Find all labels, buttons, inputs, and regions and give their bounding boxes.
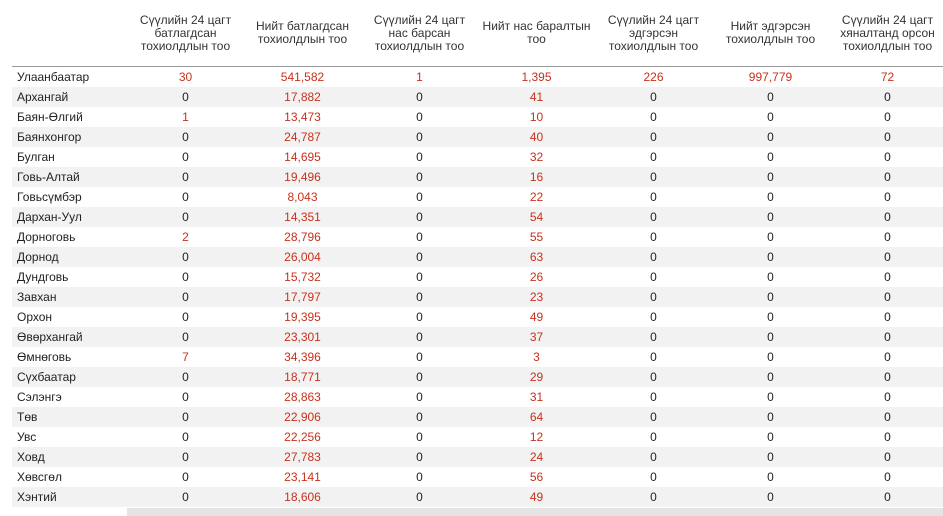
value-cell: 27,783 bbox=[244, 447, 361, 467]
value-cell: 55 bbox=[529, 230, 544, 244]
value-cell: 0 bbox=[127, 367, 244, 387]
value-cell: 0 bbox=[595, 487, 712, 507]
value-cell: 3 bbox=[533, 350, 540, 364]
value-cell: 0 bbox=[884, 270, 891, 284]
value-cell: 0 bbox=[767, 190, 774, 204]
value-cell: 24,787 bbox=[244, 127, 361, 147]
value-cell: 0 bbox=[416, 310, 423, 324]
value-cell: 0 bbox=[829, 287, 943, 307]
value-cell: 56 bbox=[529, 470, 544, 484]
covid-stats-table bbox=[12, 0, 943, 507]
value-cell: 17,797 bbox=[244, 287, 361, 307]
table-row bbox=[12, 407, 943, 427]
value-cell: 32 bbox=[529, 150, 544, 164]
value-cell: 0 bbox=[416, 110, 423, 124]
value-cell: 0 bbox=[712, 407, 829, 427]
value-cell: 64 bbox=[478, 407, 595, 427]
value-cell: 0 bbox=[767, 430, 774, 444]
value-cell: 31 bbox=[529, 390, 544, 404]
region-name-cell: Ховд bbox=[12, 447, 127, 467]
table-row bbox=[12, 327, 943, 347]
value-cell: 0 bbox=[884, 310, 891, 324]
value-cell: 0 bbox=[650, 310, 657, 324]
value-cell: 28,796 bbox=[284, 230, 321, 244]
value-cell: 0 bbox=[650, 430, 657, 444]
table-header-row bbox=[12, 0, 943, 67]
value-cell: 0 bbox=[767, 350, 774, 364]
region-name-cell: Булган bbox=[17, 150, 55, 164]
value-cell: 0 bbox=[884, 190, 891, 204]
value-cell: 0 bbox=[127, 487, 244, 507]
value-cell: 0 bbox=[361, 207, 478, 227]
table-row bbox=[12, 287, 943, 307]
value-cell: 226 bbox=[643, 70, 664, 84]
header-region bbox=[12, 0, 127, 67]
value-cell: 0 bbox=[595, 207, 712, 227]
value-cell: 0 bbox=[127, 207, 244, 227]
table-row bbox=[12, 307, 943, 327]
value-cell: 16 bbox=[478, 167, 595, 187]
region-name-cell: Говь-Алтай bbox=[12, 167, 127, 187]
region-name-cell: Өмнөговь bbox=[17, 350, 72, 364]
value-cell: 0 bbox=[416, 270, 423, 284]
value-cell: 18,771 bbox=[244, 367, 361, 387]
value-cell: 7 bbox=[182, 350, 189, 364]
table-row bbox=[12, 387, 943, 407]
table-row bbox=[12, 467, 943, 487]
value-cell: 0 bbox=[182, 390, 189, 404]
value-cell: 0 bbox=[829, 207, 943, 227]
region-name-cell: Баянхонгор bbox=[12, 127, 127, 147]
value-cell: 0 bbox=[767, 390, 774, 404]
table-row bbox=[12, 87, 943, 107]
value-cell: 997,779 bbox=[748, 70, 793, 84]
value-cell: 14,695 bbox=[284, 150, 321, 164]
value-cell: 2 bbox=[182, 230, 189, 244]
value-cell: 10 bbox=[529, 110, 544, 124]
value-cell: 0 bbox=[650, 390, 657, 404]
value-cell: 0 bbox=[712, 127, 829, 147]
value-cell: 0 bbox=[884, 430, 891, 444]
value-cell: 0 bbox=[829, 407, 943, 427]
value-cell: 1 bbox=[182, 110, 189, 124]
value-cell: 0 bbox=[712, 287, 829, 307]
value-cell: 0 bbox=[767, 470, 774, 484]
value-cell: 0 bbox=[767, 230, 774, 244]
value-cell: 0 bbox=[767, 310, 774, 324]
value-cell: 0 bbox=[712, 167, 829, 187]
value-cell: 0 bbox=[712, 207, 829, 227]
value-cell: 0 bbox=[127, 447, 244, 467]
value-cell: 0 bbox=[712, 367, 829, 387]
value-cell: 0 bbox=[127, 87, 244, 107]
value-cell: 0 bbox=[884, 230, 891, 244]
value-cell: 24 bbox=[478, 447, 595, 467]
value-cell: 0 bbox=[361, 87, 478, 107]
value-cell: 28,863 bbox=[284, 390, 321, 404]
region-name-cell: Дорнод bbox=[12, 247, 127, 267]
value-cell: 0 bbox=[182, 430, 189, 444]
value-cell: 0 bbox=[595, 407, 712, 427]
value-cell: 0 bbox=[361, 167, 478, 187]
table-row bbox=[12, 267, 943, 287]
value-cell: 13,473 bbox=[284, 110, 321, 124]
value-cell: 0 bbox=[416, 430, 423, 444]
value-cell: 0 bbox=[127, 127, 244, 147]
value-cell: 0 bbox=[829, 327, 943, 347]
value-cell: 0 bbox=[182, 270, 189, 284]
value-cell: 30 bbox=[178, 70, 193, 84]
value-cell: 0 bbox=[595, 167, 712, 187]
value-cell: 1 bbox=[416, 70, 423, 84]
value-cell: 0 bbox=[416, 190, 423, 204]
header-total-confirmed[interactable]: Нийт батлагдсан тохиолдлын тоо bbox=[244, 0, 361, 67]
value-cell: 22,256 bbox=[284, 430, 321, 444]
value-cell: 0 bbox=[829, 367, 943, 387]
value-cell: 0 bbox=[712, 487, 829, 507]
table-row bbox=[12, 367, 943, 387]
region-name-cell: Сүхбаатар bbox=[12, 367, 127, 387]
region-name-cell: Увс bbox=[17, 430, 37, 444]
value-cell: 0 bbox=[829, 127, 943, 147]
value-cell: 0 bbox=[361, 447, 478, 467]
region-name-cell: Баян-Өлгий bbox=[17, 110, 83, 124]
value-cell: 0 bbox=[127, 247, 244, 267]
value-cell: 0 bbox=[182, 190, 189, 204]
value-cell: 54 bbox=[478, 207, 595, 227]
value-cell: 0 bbox=[416, 390, 423, 404]
value-cell: 0 bbox=[884, 390, 891, 404]
header-total-recovered[interactable]: Нийт эдгэрсэн тохиолдлын тоо bbox=[712, 0, 829, 67]
value-cell: 0 bbox=[884, 470, 891, 484]
table-row bbox=[12, 427, 943, 447]
value-cell: 0 bbox=[182, 470, 189, 484]
value-cell: 0 bbox=[416, 150, 423, 164]
value-cell: 1,395 bbox=[521, 70, 552, 84]
value-cell: 0 bbox=[712, 447, 829, 467]
region-name-cell: Архангай bbox=[12, 87, 127, 107]
value-cell: 37 bbox=[478, 327, 595, 347]
value-cell: 0 bbox=[416, 230, 423, 244]
value-cell: 23,141 bbox=[284, 470, 321, 484]
header-daily-deaths[interactable]: Сүүлийн 24 цагт нас барсан тохиолдлын тоо bbox=[361, 0, 478, 67]
value-cell: 0 bbox=[127, 407, 244, 427]
region-name-cell: Дундговь bbox=[17, 270, 69, 284]
table-row bbox=[12, 107, 943, 127]
value-cell: 0 bbox=[829, 87, 943, 107]
value-cell: 40 bbox=[478, 127, 595, 147]
table-body bbox=[12, 67, 943, 508]
value-cell: 34,396 bbox=[284, 350, 321, 364]
value-cell: 0 bbox=[182, 150, 189, 164]
value-cell: 0 bbox=[884, 150, 891, 164]
header-daily-monitored[interactable]: Сүүлийн 24 цагт хяналтанд орсон тохиолдлын тоо bbox=[829, 0, 943, 67]
value-cell: 0 bbox=[595, 287, 712, 307]
value-cell: 49 bbox=[478, 487, 595, 507]
region-name-cell: Дархан-Уул bbox=[12, 207, 127, 227]
region-name-cell: Хөвсгөл bbox=[17, 470, 62, 484]
table-row bbox=[12, 167, 943, 187]
value-cell: 0 bbox=[767, 110, 774, 124]
value-cell: 49 bbox=[529, 310, 544, 324]
region-name-cell: Дорноговь bbox=[17, 230, 76, 244]
value-cell: 12 bbox=[529, 430, 544, 444]
value-cell: 0 bbox=[650, 270, 657, 284]
value-cell: 41 bbox=[478, 87, 595, 107]
value-cell: 0 bbox=[650, 470, 657, 484]
value-cell: 19,496 bbox=[244, 167, 361, 187]
region-name-cell: Говьсүмбэр bbox=[17, 190, 82, 204]
value-cell: 0 bbox=[650, 110, 657, 124]
region-name-cell: Завхан bbox=[12, 287, 127, 307]
value-cell: 0 bbox=[595, 127, 712, 147]
value-cell: 22 bbox=[529, 190, 544, 204]
value-cell: 0 bbox=[595, 327, 712, 347]
value-cell: 29 bbox=[478, 367, 595, 387]
table-row bbox=[12, 67, 943, 88]
region-name-cell: Өвөрхангай bbox=[12, 327, 127, 347]
value-cell: 0 bbox=[361, 327, 478, 347]
value-cell: 0 bbox=[361, 367, 478, 387]
value-cell: 541,582 bbox=[280, 70, 325, 84]
value-cell: 0 bbox=[829, 447, 943, 467]
table-row bbox=[12, 187, 943, 207]
header-total-deaths[interactable]: Нийт нас баралтын тоо bbox=[478, 0, 595, 67]
value-cell: 0 bbox=[416, 470, 423, 484]
value-cell: 23 bbox=[478, 287, 595, 307]
table-row bbox=[12, 347, 943, 367]
value-cell: 0 bbox=[416, 350, 423, 364]
value-cell: 0 bbox=[361, 287, 478, 307]
header-daily-recovered[interactable]: Сүүлийн 24 цагт эдгэрсэн тохиолдлын тоо bbox=[595, 0, 712, 67]
value-cell: 26 bbox=[529, 270, 544, 284]
header-daily-confirmed[interactable]: Сүүлийн 24 цагт батлагдсан тохиолдлын тоо bbox=[127, 0, 244, 67]
value-cell: 0 bbox=[127, 167, 244, 187]
value-cell: 0 bbox=[712, 327, 829, 347]
region-name-cell: Орхон bbox=[17, 310, 53, 324]
value-cell: 0 bbox=[650, 230, 657, 244]
region-name-cell: Төв bbox=[12, 407, 127, 427]
value-cell: 0 bbox=[595, 87, 712, 107]
value-cell: 0 bbox=[884, 350, 891, 364]
value-cell: 19,395 bbox=[284, 310, 321, 324]
table-row bbox=[12, 147, 943, 167]
value-cell: 0 bbox=[595, 247, 712, 267]
value-cell: 0 bbox=[361, 407, 478, 427]
value-cell: 0 bbox=[361, 247, 478, 267]
table-row bbox=[12, 447, 943, 467]
value-cell: 0 bbox=[595, 367, 712, 387]
value-cell: 0 bbox=[361, 127, 478, 147]
value-cell: 0 bbox=[361, 487, 478, 507]
table-row bbox=[12, 247, 943, 267]
value-cell: 0 bbox=[829, 247, 943, 267]
value-cell: 15,732 bbox=[284, 270, 321, 284]
value-cell: 0 bbox=[829, 167, 943, 187]
value-cell: 17,882 bbox=[244, 87, 361, 107]
value-cell: 0 bbox=[650, 150, 657, 164]
table-row bbox=[12, 207, 943, 227]
value-cell: 0 bbox=[595, 447, 712, 467]
value-cell: 0 bbox=[650, 190, 657, 204]
value-cell: 72 bbox=[880, 70, 895, 84]
region-name-cell: Улаанбаатар bbox=[17, 70, 90, 84]
value-cell: 14,351 bbox=[244, 207, 361, 227]
value-cell: 23,301 bbox=[244, 327, 361, 347]
table-row bbox=[12, 227, 943, 247]
value-cell: 0 bbox=[127, 327, 244, 347]
value-cell: 26,004 bbox=[244, 247, 361, 267]
value-cell: 0 bbox=[767, 270, 774, 284]
value-cell: 0 bbox=[127, 287, 244, 307]
value-cell: 0 bbox=[712, 87, 829, 107]
horizontal-scrollbar[interactable] bbox=[127, 508, 943, 516]
table-row bbox=[12, 487, 943, 507]
value-cell: 0 bbox=[884, 110, 891, 124]
value-cell: 22,906 bbox=[244, 407, 361, 427]
region-name-cell: Сэлэнгэ bbox=[17, 390, 62, 404]
value-cell: 0 bbox=[712, 247, 829, 267]
value-cell: 0 bbox=[767, 150, 774, 164]
table-row bbox=[12, 127, 943, 147]
value-cell: 63 bbox=[478, 247, 595, 267]
value-cell: 18,606 bbox=[244, 487, 361, 507]
value-cell: 0 bbox=[650, 350, 657, 364]
value-cell: 0 bbox=[829, 487, 943, 507]
value-cell: 0 bbox=[182, 310, 189, 324]
value-cell: 8,043 bbox=[287, 190, 318, 204]
region-name-cell: Хэнтий bbox=[12, 487, 127, 507]
